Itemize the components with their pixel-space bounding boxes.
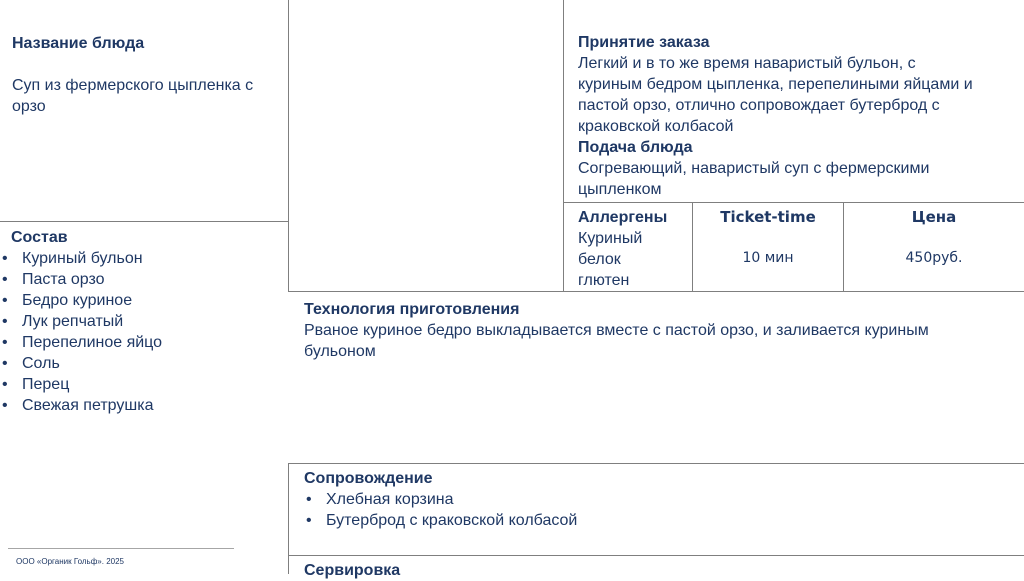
order-line: Легкий и в то же время наваристый бульон, с — [578, 55, 916, 72]
list-item: • Куриный бульон — [0, 248, 281, 269]
dish-name-section — [12, 33, 282, 117]
technology-section — [304, 299, 1019, 362]
composition-section — [11, 227, 281, 416]
order-section — [578, 32, 1018, 200]
list-item: • Хлебная корзина — [304, 489, 1019, 510]
accompaniment-list — [304, 489, 1019, 531]
ticket-time-value: 10 мин — [742, 250, 794, 266]
serving-line: Согревающий, наваристый суп с фермерскими — [578, 160, 930, 177]
list-item: • Перепелиное яйцо — [0, 332, 281, 353]
accompaniment-label: Сопровождение — [304, 470, 433, 487]
price-label: Цена — [911, 208, 957, 226]
plating-section — [304, 560, 1019, 581]
divider-accomp-top — [288, 463, 1024, 464]
plating-label: Сервировка — [304, 562, 401, 579]
order-line: куриным бедром цыпленка, перепелиными яйцами и — [578, 76, 973, 93]
allergen-line: глютен — [578, 272, 630, 289]
composition-label: Состав — [11, 229, 68, 246]
list-item: • Бутерброд с краковской колбасой — [304, 510, 1019, 531]
order-line: пастой орзо, отлично сопровождает бутерброд с — [578, 97, 940, 114]
order-label: Принятие заказа — [578, 34, 710, 51]
composition-list — [0, 248, 281, 416]
list-item: • Соль — [0, 353, 281, 374]
technology-line: Рваное куриное бедро выкладывается вместе с пастой орзо, и заливается куриным — [304, 322, 929, 339]
list-item: • Лук репчатый — [0, 311, 281, 332]
price-value: 450руб. — [905, 250, 963, 266]
serving-line: цыпленком — [578, 181, 662, 198]
allergen-line: Куриный — [578, 230, 643, 247]
allergens-label: Аллергены — [578, 209, 668, 226]
order-line: краковской колбасой — [578, 118, 734, 135]
divider-order-left — [563, 0, 564, 291]
dish-name-value-line2: орзо — [12, 98, 46, 115]
divider-table-top — [563, 202, 1024, 203]
serving-label: Подача блюда — [578, 139, 693, 156]
divider-accomp-left — [288, 463, 289, 574]
divider-tech-top — [288, 291, 1024, 292]
divider-plating-top — [288, 555, 1024, 556]
dish-name-label: Название блюда — [12, 35, 145, 52]
footer-rule — [8, 548, 234, 549]
divider-left-mid — [0, 221, 288, 222]
dish-name-value-line1: Суп из фермерского цыпленка с — [12, 77, 254, 94]
divider-left-top — [288, 0, 289, 291]
spacer — [12, 54, 282, 75]
allergens-section — [578, 207, 690, 291]
technology-line: бульоном — [304, 343, 376, 360]
list-item: • Паста орзо — [0, 269, 281, 290]
allergen-line: белок — [578, 251, 621, 268]
list-item: • Свежая петрушка — [0, 395, 281, 416]
footer-copyright: ООО «Органик Гольф». 2025 — [16, 557, 124, 566]
list-item: • Перец — [0, 374, 281, 395]
list-item: • Бедро куриное — [0, 290, 281, 311]
ticket-time-label: Ticket-time — [720, 208, 816, 226]
technology-label: Технология приготовления — [304, 301, 520, 318]
accompaniment-section — [304, 468, 1019, 531]
